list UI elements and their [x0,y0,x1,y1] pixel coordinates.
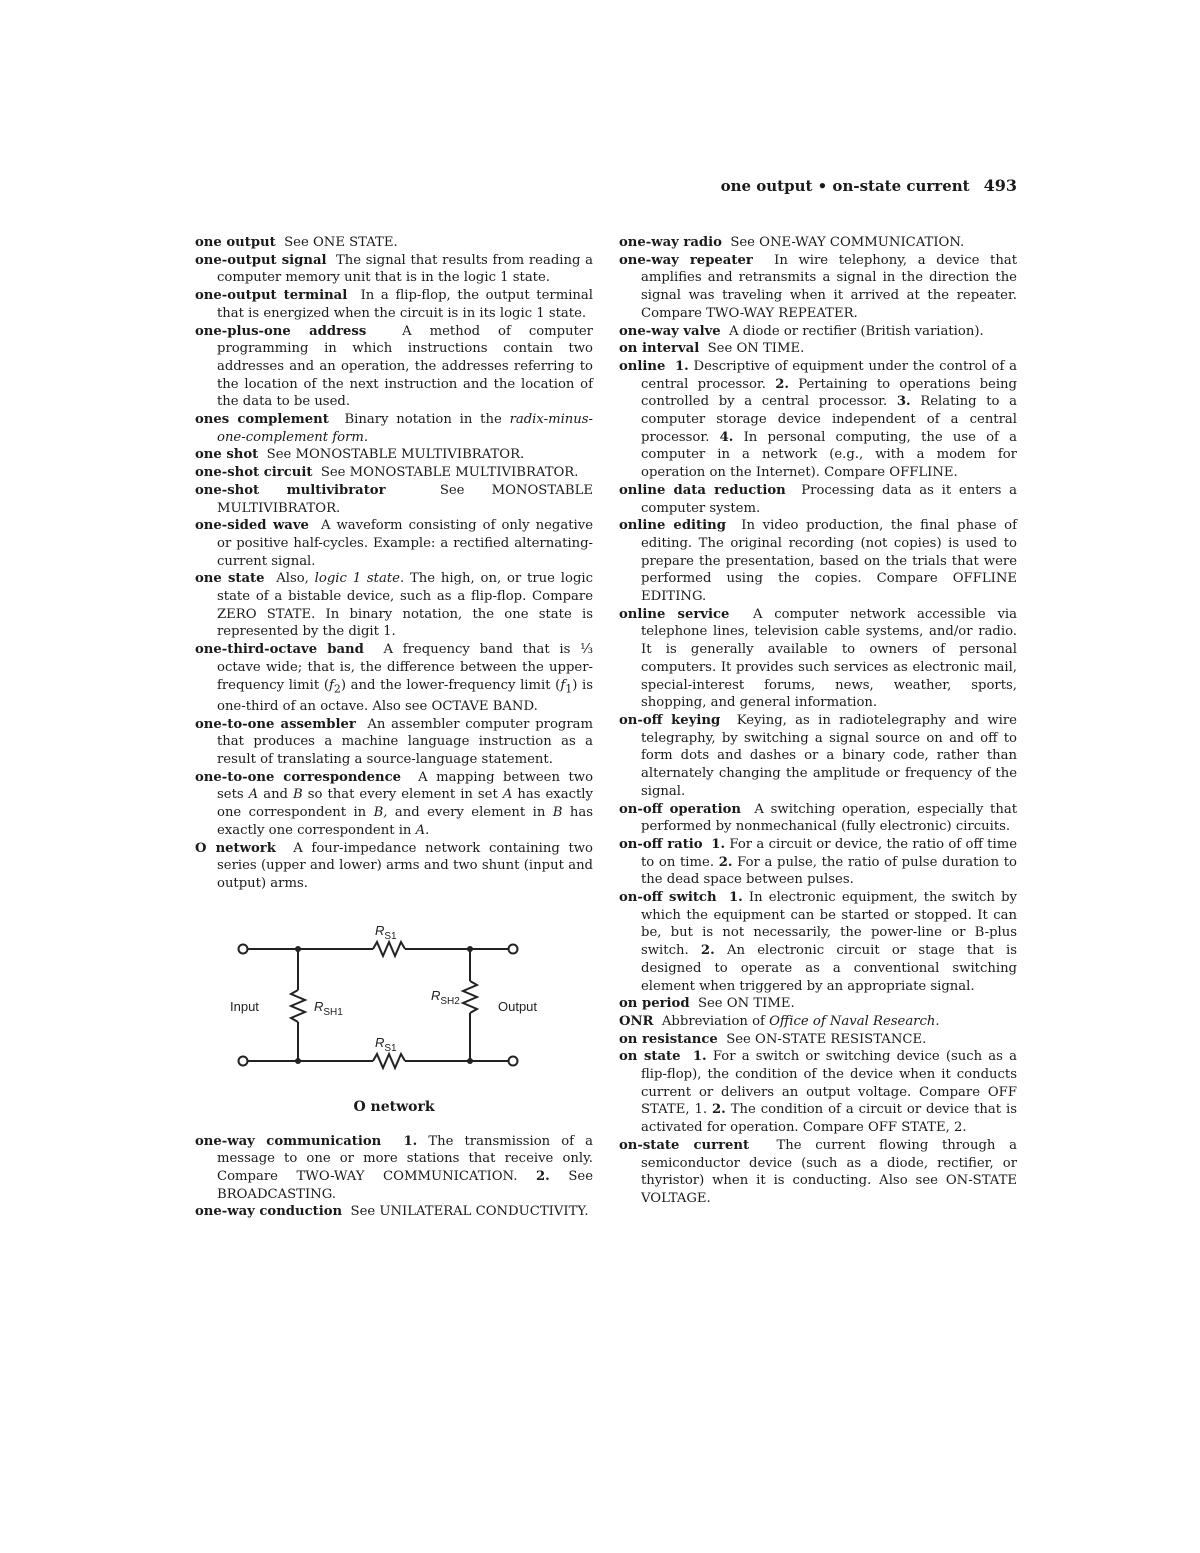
sense-number: 1. [728,890,743,906]
entry [619,1137,1017,1208]
definition: A switching operation, especially that performed by nonmechanical (fully electronic) circuits. [641,801,1017,835]
definition: See ONE-WAY COMMUNICATION. [730,235,965,250]
entry [619,1031,1017,1049]
sense-number: 2. [711,1102,726,1118]
headword: one-shot circuit [195,465,313,481]
subscript: 2 [333,682,341,696]
definition: Processing data as it enters a computer system. [641,482,1017,516]
svg-text:RSH1 [314,999,343,1018]
headword: one-third-octave band [195,642,364,658]
variable: B, [373,805,388,821]
headword: one-to-one correspondence [195,769,402,785]
definition: The signal that results from reading a computer memory unit that is in the logic 1 state. [217,252,593,286]
svg-text:RS1 [375,923,397,942]
definition: See MONOSTABLE MULTIVIBRATOR. [266,447,525,463]
entry [619,889,1017,995]
o-network-diagram [195,907,593,1107]
rs1-bottom-subscript: S1 [384,1042,397,1054]
definition: has exactly one correspondent in [217,805,593,838]
rsh1-subscript: SH1 [323,1006,343,1018]
r-symbol: R [375,922,385,938]
resistor-rsh1 [291,990,305,1022]
svg-text:RSH2 [431,988,460,1007]
terminal-input-top [239,944,248,953]
headword: one-plus-one address [195,323,367,339]
definition: Binary notation in the [344,412,502,428]
headword: one-output signal [195,252,327,268]
headword: on-off switch [619,890,717,906]
entry [619,252,1017,323]
headword: one-way radio [619,235,722,250]
headword: ONR [619,1013,654,1029]
definition: Relating to a computer storage device independent of a central processor. [641,394,1017,445]
definition: and every element in [394,805,546,821]
entry [195,570,593,641]
definition: In personal computing, the use of a computer in a network (e.g., with a modem for operation on the Internet). Compare OFFLINE. [641,429,1017,481]
headword: on-off ratio [619,836,703,852]
entry [195,446,593,464]
sense-number: 3. [896,394,911,410]
definition: See MONOSTABLE MULTIVIBRATOR. [320,465,579,481]
entry [619,1048,1017,1137]
sense-number: 1. [692,1049,707,1065]
sense-number: 1. [711,836,726,852]
entry [195,464,593,482]
o-network-figure [195,907,593,1125]
headword: one state [195,571,265,587]
running-head-title: one output • on-state current [720,177,970,195]
definition: ) and the lower-frequency limit ( [340,677,561,693]
resistor-rs1-top [373,942,405,956]
entry [619,234,1017,252]
definition: In a flip-flop, the output terminal that is energized when the circuit is in its logic 1 state. [217,288,593,321]
entry [195,716,593,769]
definition: A mapping between two sets [217,769,594,803]
definition: A computer network accessible via telephone lines, television cable systems, and/or radio. It is generally available to owners of personal computers. It provides such services as electronic mail, special-interest forums, news, weather, sports, shopping, and general information. [641,606,1017,711]
headword: online data reduction [619,482,786,498]
headword: one output [195,235,276,250]
definition: The high, on, or true logic state of a bistable device, such as a flip-flop. Compare ZERO STATE. In binary notation, the one state is represented by the digit 1. [217,571,593,640]
entry [619,1013,1017,1031]
definition: and [263,787,289,803]
definition: An electronic circuit or stage that is designed to operate as a conventional switching element when triggered by an appropriate signal. [641,943,1018,994]
variable: B [552,805,563,821]
definition: A frequency band that is ⅓ octave wide; that is, the difference between the upper-frequency limit ( [217,642,593,693]
headword: online editing [619,518,726,534]
entry [195,252,593,287]
entry [195,641,593,715]
subscript: 1 [565,682,573,696]
variable: f [328,677,334,693]
headword: one-shot multivibrator [195,482,386,498]
definition: A diode or rectifier (British variation). [729,323,984,339]
r-symbol: R [314,998,324,1014]
headword: one-sided wave [195,518,309,534]
headword: ones complement [195,412,329,428]
sense-number: 1. [674,358,689,374]
entry [195,1133,593,1204]
headword: on interval [619,341,700,357]
sense-number: 2. [536,1169,550,1185]
r-symbol: R [431,987,441,1003]
sense-number: 2. [718,854,733,870]
headword: O network [195,840,276,856]
italic-term: radix-minus-one-complement form. [217,412,593,445]
entry [619,995,1017,1013]
entry [619,836,1017,889]
terminal-input-bottom [239,1056,248,1065]
definition: Abbreviation of [661,1013,765,1029]
definition: Keying, as in radiotelegraphy and wire telegraphy, by switching a signal source on and off to form dots and dashes or a binary code, rather than alternately changing the amplitude or frequency of the signal. [641,712,1017,799]
definition: See ON TIME. [697,996,795,1012]
headword: one shot [195,447,259,463]
entry [195,769,593,840]
headword: one-way valve [619,323,721,339]
definition: The transmission of a message to one or more stations that receive only. Compare TWO-WAY COMMUNICATION. [217,1133,593,1185]
resistor-rsh2 [463,981,477,1013]
definition: The condition of a circuit or device that is activated for operation. Compare OFF STATE, 2. [641,1102,1017,1136]
rsh2-subscript: SH2 [440,995,460,1007]
definition: Descriptive of equipment under the control of a central processor. [641,358,1018,392]
headword: one-way conduction [195,1204,343,1220]
definition: See UNILATERAL CONDUCTIVITY. [350,1204,589,1220]
rs1-top-subscript: S1 [384,930,397,942]
definition: A waveform consisting of only negative or positive half-cycles. Example: a rectified alternating-current signal. [217,518,593,569]
definition: In electronic equipment, the switch by which the equipment can be started or stopped. It can be, but is not necessarily, the power-line or B-plus switch. [641,890,1017,959]
definition: The current flowing through a semiconductor device (such as a diode, rectifier, or thyristor) when it is conducting. Also see ON-STATE VOLTAGE. [641,1137,1017,1206]
entry [619,517,1017,606]
definition: ) is one-third of an octave. Also see OCTAVE BAND. [217,677,593,714]
output-label: Output [498,998,538,1014]
headword: on-state current [619,1137,750,1153]
definition: Pertaining to operations being controlled by a central processor. [641,376,1017,410]
entry [195,517,593,570]
entry [619,340,1017,358]
sense-number: 1. [403,1133,418,1149]
entry [619,801,1017,836]
terminal-output-bottom [509,1056,518,1065]
entry [619,482,1017,517]
variable: A [248,787,259,803]
definition: See MONOSTABLE MULTIVIBRATOR. [217,482,593,516]
page-number: 493 [983,176,1017,195]
figure-caption: O network [353,1098,435,1115]
definition: has exactly one correspondent in [217,787,593,821]
svg-text:RS1 [375,1035,397,1054]
definition: An assembler computer program that produces a machine language instruction as a result of translating a source-language statement. [217,716,593,768]
entry [195,287,593,322]
variable: A. [415,822,430,838]
variable: A [502,787,513,803]
headword: on state [619,1049,681,1065]
sense-number: 2. [775,376,789,392]
italic-term: Office of Naval Research. [769,1013,940,1029]
resistor-rs1-bottom [373,1054,405,1068]
entry [195,482,593,517]
definition: See BROADCASTING. [217,1169,594,1202]
entry [195,234,593,252]
headword: on-off operation [619,801,741,817]
definition: In video production, the final phase of editing. The original recording (not copies) is used to prepare the presentation, based on the trials that were performed using the copies. Compare OFFLINE EDITING. [641,518,1017,605]
entry [195,1203,593,1221]
headword: one-to-one assembler [195,716,356,732]
definition: so that every element in set [307,787,498,803]
sense-number: 2. [700,943,715,959]
entry [195,323,593,412]
definition: See ON-STATE RESISTANCE. [726,1031,927,1047]
entry [195,840,593,893]
running-head [721,176,1017,195]
variable: B [293,787,303,803]
definition: See ONE STATE. [284,235,398,250]
definition: A four-impedance network containing two series (upper and lower) arms and two shunt (input and output) arms. [217,840,593,891]
junction-dot [467,946,473,952]
definition: For a circuit or device, the ratio of off time to on time. [641,836,1018,870]
headword: one-way repeater [619,252,753,268]
junction-dot [295,946,301,952]
definition: See ON TIME. [707,341,805,357]
headword: online [619,358,666,374]
entry [619,323,1017,341]
entry [619,712,1017,801]
headword: on resistance [619,1031,718,1047]
headword: on period [619,996,690,1012]
input-label: Input [230,998,259,1014]
right-column [619,234,1017,1208]
left-column [195,234,593,1221]
definition: For a switch or switching device (such as a flip-flop), the condition of the device when it conducts current or delivers an output voltage. Compare OFF STATE, 1. [641,1049,1017,1118]
junction-dot [467,1058,473,1064]
definition: For a pulse, the ratio of pulse duration to the dead space between pulses. [641,854,1017,888]
sense-number: 4. [719,429,734,445]
junction-dot [295,1058,301,1064]
entry [619,358,1017,482]
headword: one-output terminal [195,288,348,304]
entry [619,606,1017,712]
definition: In wire telephony, a device that amplifies and retransmits a signal in the direction the signal was traveling when it arrived at the repeater. Compare TWO-WAY REPEATER. [641,252,1017,321]
terminal-output-top [509,944,518,953]
headword: online service [619,606,730,622]
variable: f [560,677,566,693]
headword: one-way communication [195,1133,382,1149]
entry [195,411,593,446]
italic-term: logic 1 state. [314,571,405,587]
r-symbol: R [375,1034,385,1050]
headword: on-off keying [619,712,721,728]
definition: Also, [276,571,309,587]
definition: A method of computer programming in which instructions contain two addresses and an operation, the addresses referring to the location of the next instruction and the location of the data to be used. [217,323,593,410]
